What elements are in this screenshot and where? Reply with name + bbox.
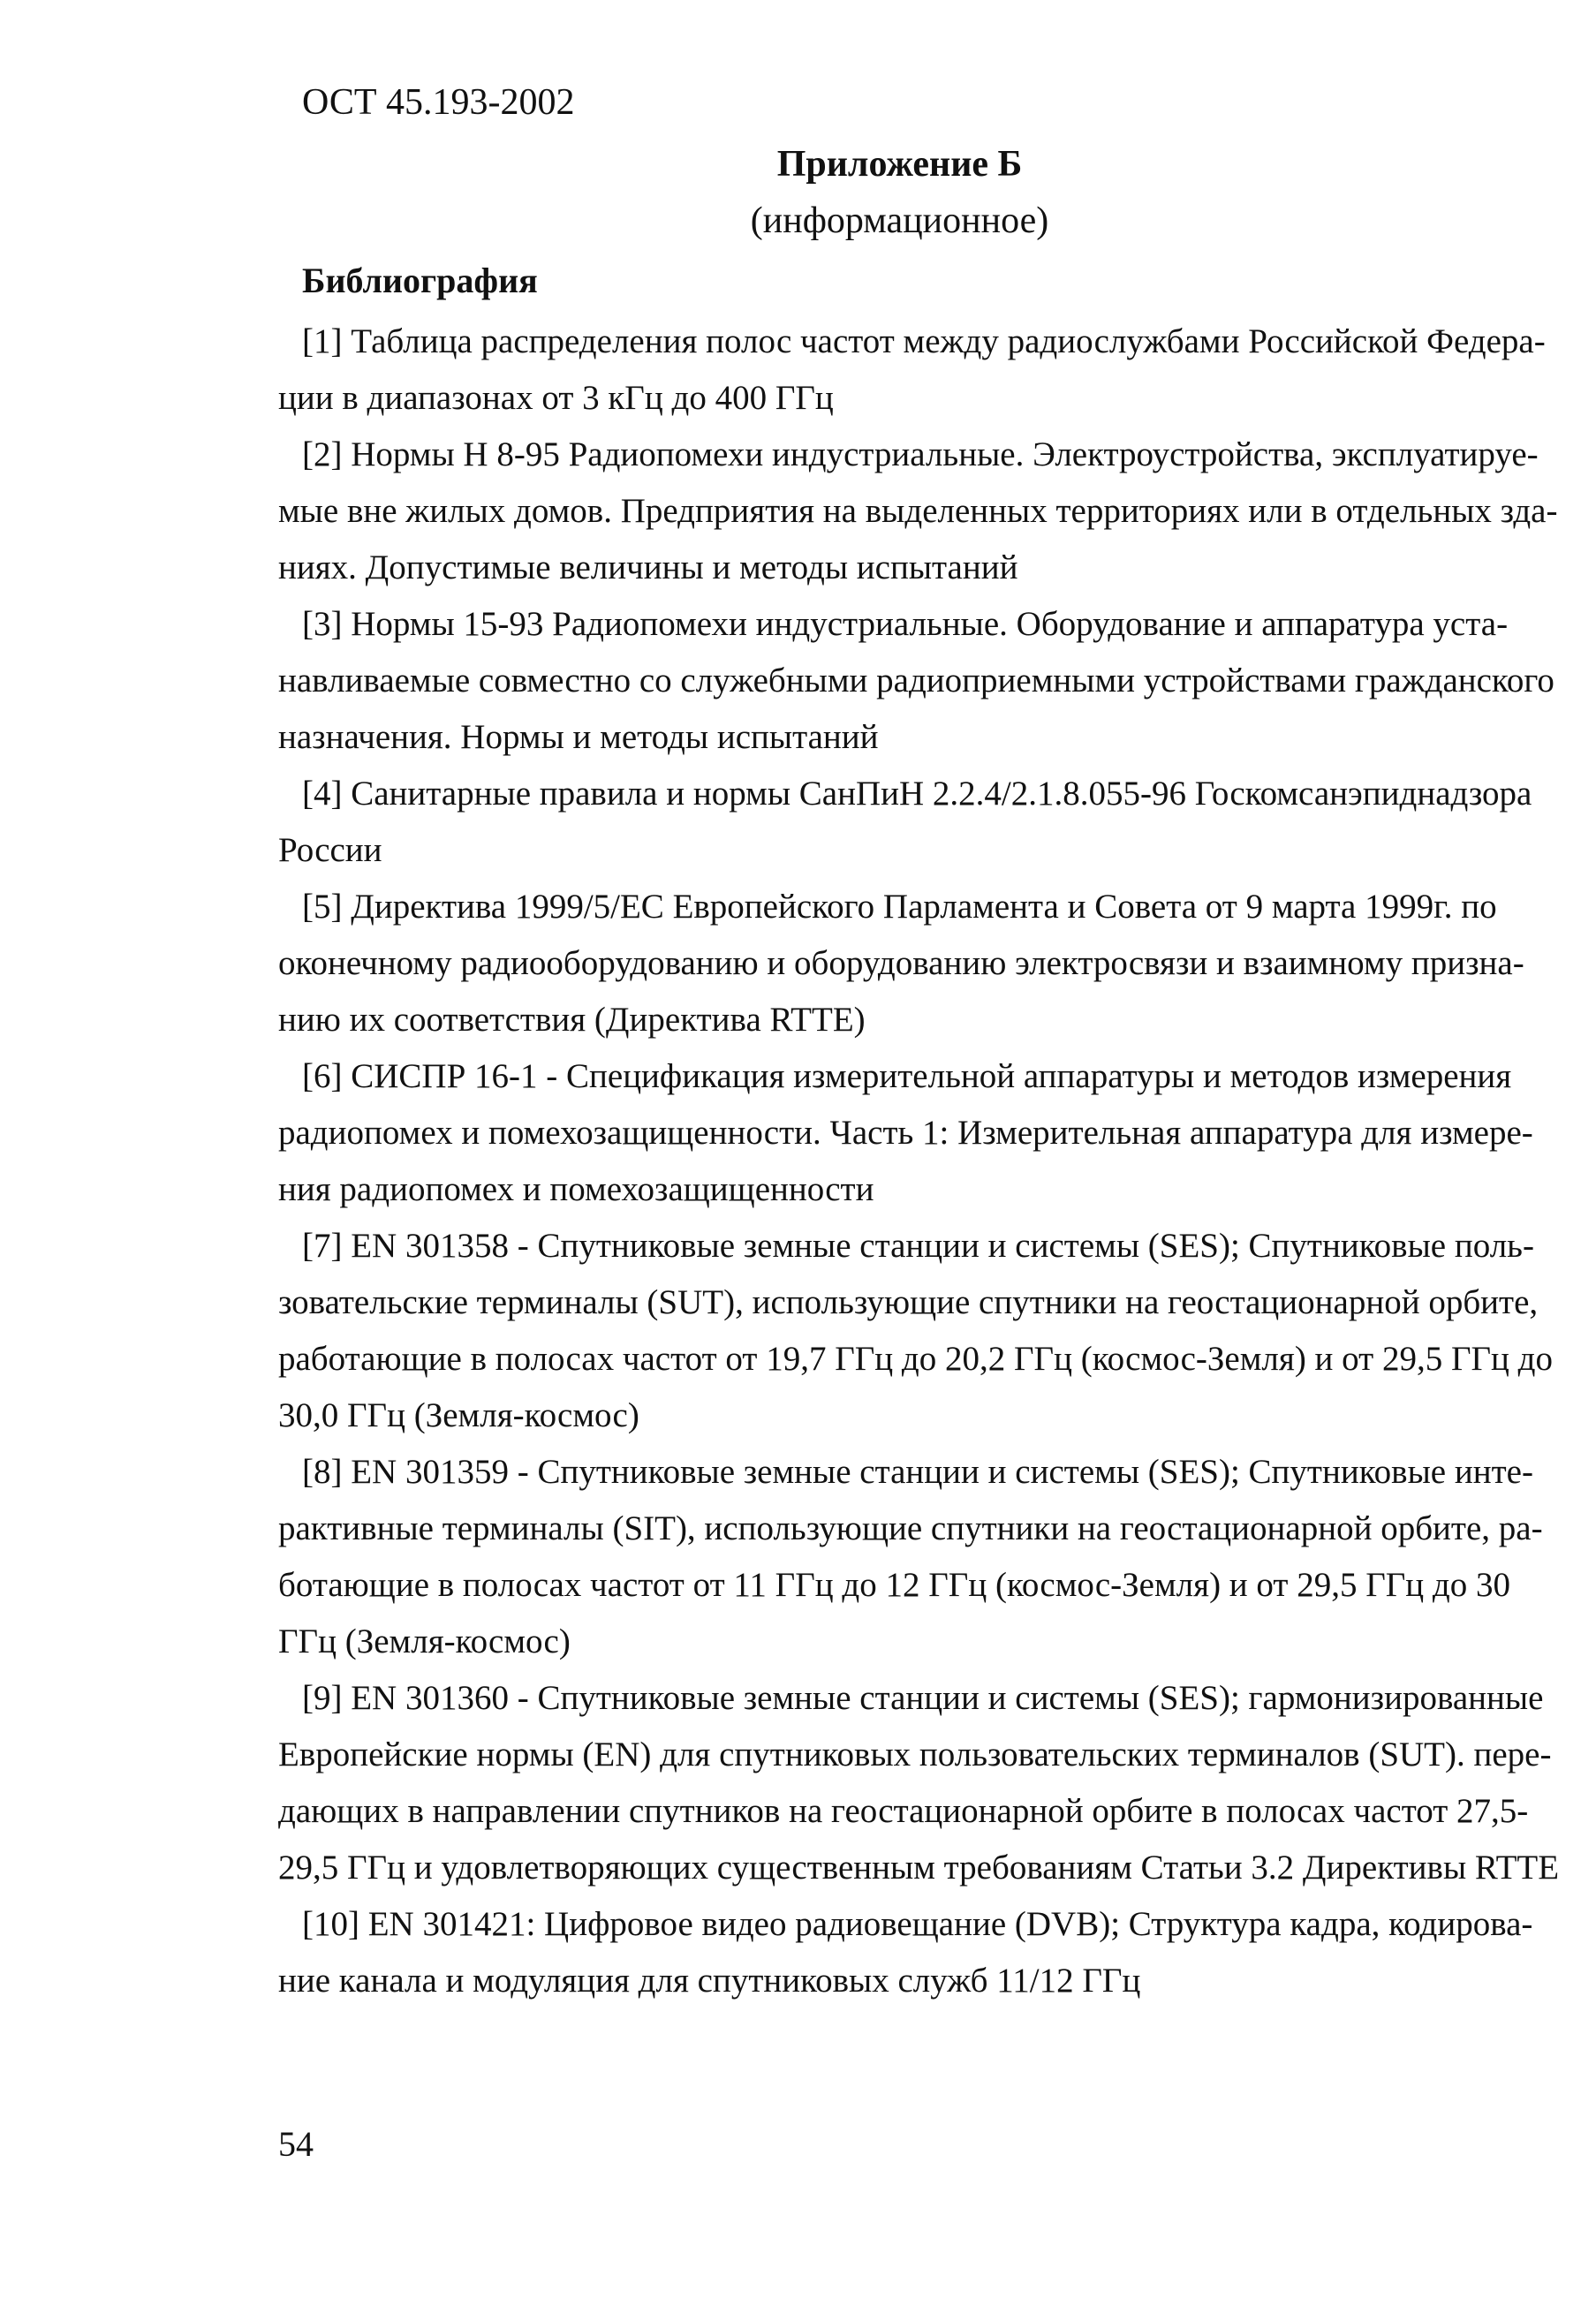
bibliography-entry-7 (278, 1218, 1554, 1444)
bibliography-entry-5 (278, 879, 1524, 1048)
entry-line: России (278, 831, 382, 869)
entry-line: назначения. Нормы и методы испытаний (278, 718, 879, 756)
entry-line: работающие в полосах частот от 19,7 ГГц до 20,2 ГГц (космос-Земля) и от 29,5 ГГц до (278, 1340, 1554, 1378)
entry-line: ции в диапазонах от 3 кГц до 400 ГГц (278, 379, 834, 417)
entry-line: нию их соответствия (Директива RTTE) (278, 1001, 866, 1039)
page-number: 54 (278, 2124, 314, 2164)
appendix-subtitle: (информационное) (750, 200, 1049, 241)
entry-line: [3] Нормы 15-93 Радиопомехи индустриальные. Оборудование и аппаратура уста- (302, 605, 1509, 643)
entry-line: мые вне жилых домов. Предприятия на выделенных территориях или в отдельных зда- (278, 492, 1558, 530)
entry-line: [8] EN 301359 - Спутниковые земные станции и системы (SES); Спутниковые инте- (302, 1453, 1533, 1491)
entry-line: дающих в направлении спутников на геостационарной орбите в полосах частот 27,5- (278, 1792, 1529, 1830)
entry-line: 29,5 ГГц и удовлетворяющих существенным требованиям Статьи 3.2 Директивы RTTE (278, 1849, 1560, 1887)
bibliography-entry-6 (278, 1048, 1533, 1218)
bibliography-entry-4 (278, 766, 1532, 879)
entry-line: [4] Санитарные правила и нормы СанПиН 2.2.4/2.1.8.055-96 Госкомсанэпиднадзора (302, 775, 1532, 813)
entry-line: ГГц (Земля-космос) (278, 1622, 571, 1660)
entry-line: [2] Нормы Н 8-95 Радиопомехи индустриальные. Электроустройства, эксплуатируе- (302, 435, 1539, 473)
entry-line: ниях. Допустимые величины и методы испытаний (278, 548, 1018, 586)
bibliography-entry-1 (278, 314, 1546, 427)
entry-line: оконечному радиооборудованию и оборудованию электросвязи и взаимному призна- (278, 944, 1524, 982)
entry-line: рактивные терминалы (SIT), использующие спутники на геостационарной орбите, ра- (278, 1509, 1543, 1547)
entry-line: ботающие в полосах частот от 11 ГГц до 12 ГГц (космос-Земля) и от 29,5 ГГц до 30 (278, 1566, 1511, 1604)
entry-line: зовательские терминалы (SUT), использующие спутники на геостационарной орбите, (278, 1283, 1539, 1321)
entry-line: [10] EN 301421: Цифровое видео радиовещание (DVB); Структура кадра, кодирова- (302, 1905, 1533, 1943)
entry-line: [1] Таблица распределения полос частот между радиослужбами Российской Федера- (302, 322, 1546, 360)
entry-line: 30,0 ГГц (Земля-космос) (278, 1396, 639, 1434)
bibliography-entry-10 (278, 1896, 1533, 2009)
entry-line: Европейские нормы (EN) для спутниковых пользовательских терминалов (SUT). пере- (278, 1736, 1552, 1773)
entry-line: [7] EN 301358 - Спутниковые земные станции и системы (SES); Спутниковые поль- (302, 1227, 1534, 1265)
bibliography-entry-3 (278, 596, 1554, 766)
appendix-title: Приложение Б (776, 144, 1023, 185)
entry-line: [5] Директива 1999/5/ЕС Европейского Парламента и Совета от 9 марта 1999г. по (302, 888, 1497, 926)
entry-line: радиопомех и помехозащищенности. Часть 1: Измерительная аппаратура для измере- (278, 1114, 1533, 1152)
bibliography-entry-9 (278, 1670, 1560, 1896)
entry-line: ния радиопомех и помехозащищенности (278, 1170, 874, 1208)
document-code: ОСТ 45.193-2002 (302, 82, 575, 123)
bibliography-entry-2 (278, 427, 1558, 596)
bibliography-heading: Библиография (302, 261, 538, 300)
entry-line: [6] СИСПР 16-1 - Спецификация измерительной аппаратуры и методов измерения (302, 1057, 1512, 1095)
entry-line: ние канала и модуляция для спутниковых служб 11/12 ГГц (278, 1962, 1141, 2000)
entry-line: [9] EN 301360 - Спутниковые земные станции и системы (SES); гармонизированные (302, 1679, 1544, 1717)
bibliography-list (278, 314, 1560, 2009)
entry-line: навливаемые совместно со служебными радиоприемными устройствами гражданского (278, 662, 1554, 699)
bibliography-entry-8 (278, 1444, 1543, 1670)
